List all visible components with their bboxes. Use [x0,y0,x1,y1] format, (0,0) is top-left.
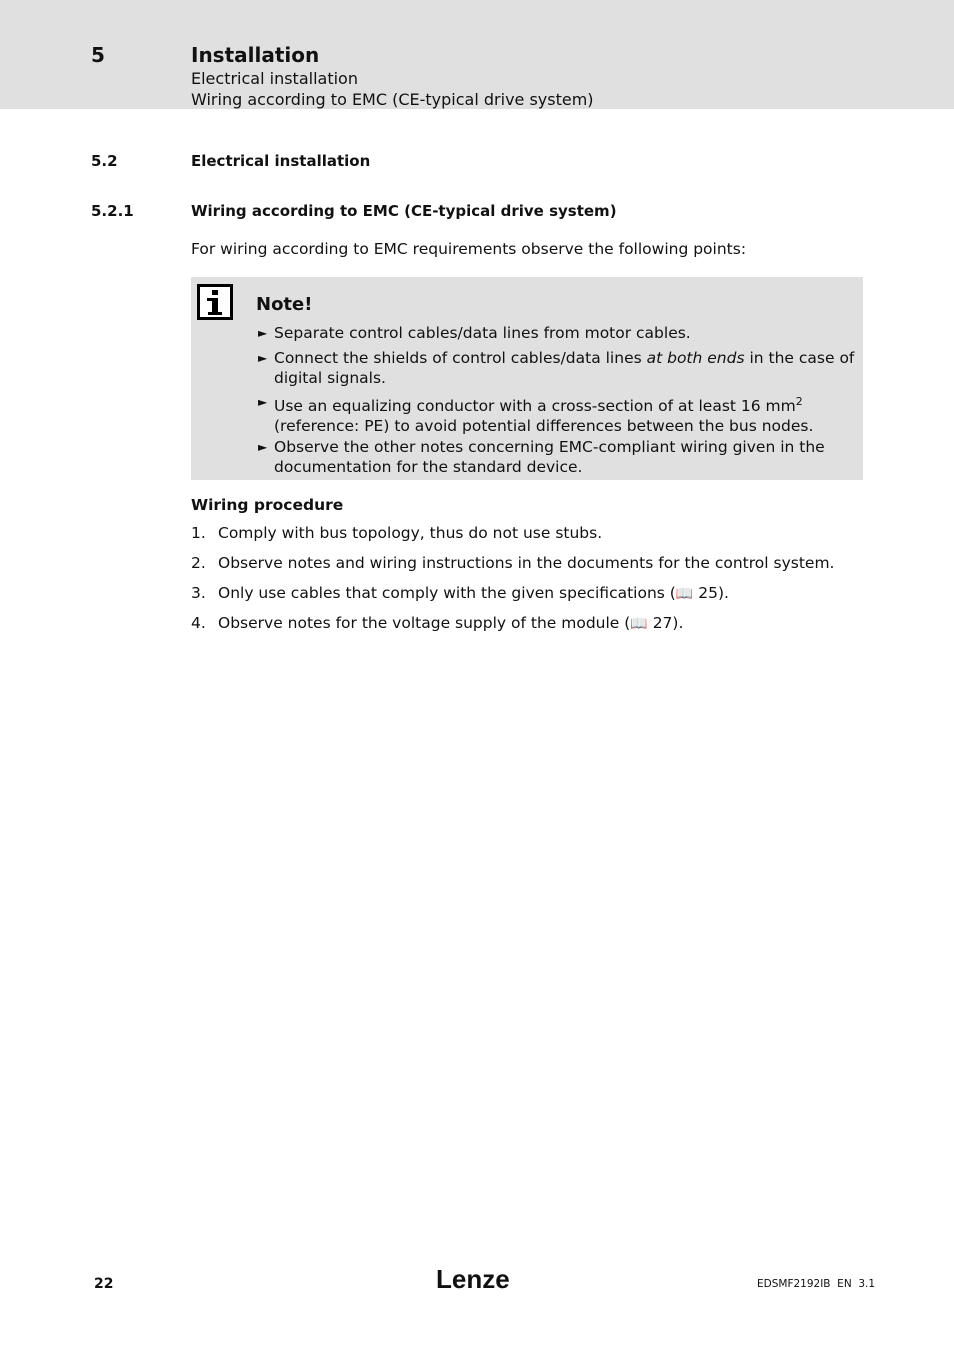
chapter-subtitle: Electrical installation [191,69,358,88]
bullet-icon: ► [258,440,268,454]
info-icon [197,284,233,320]
step-text-end: ). [717,584,729,602]
section-title: Electrical installation [191,152,371,170]
page-number: 22 [94,1276,114,1292]
procedure-step [191,553,851,573]
note-item-text-end: in the case of digital signals. [274,349,855,387]
step-number: 4. [191,614,206,632]
document-id: EDSMF2192IB EN 3.1 [757,1278,876,1290]
page-reference[interactable]: 27 [652,614,673,632]
note-item-text: Use an equalizing conductor with a cross-section of at least 16 mm [274,397,796,416]
step-text-end: ). [672,614,684,632]
note-item [258,437,858,477]
note-item [258,392,858,436]
step-number: 3. [191,584,206,602]
bullet-icon: ► [258,395,268,409]
chapter-title: Installation [191,43,320,67]
procedure-step [191,613,851,634]
note-item [258,348,858,388]
procedure-step [191,583,851,604]
book-icon: 📖 [675,586,694,602]
svg-text:Lenze: Lenze [436,1264,510,1294]
step-text: Comply with bus topology, thus do not use stubs. [218,524,603,542]
note-item-text: Separate control cables/data lines from motor cables. [274,324,691,342]
subsection-number: 5.2.1 [91,202,134,220]
procedure-title: Wiring procedure [191,496,344,514]
step-number: 2. [191,554,206,572]
note-item-text-end: (reference: PE) to avoid potential differences between the bus nodes. [274,417,814,436]
chapter-number: 5 [91,43,105,67]
section-number: 5.2 [91,152,118,170]
note-box [191,277,863,480]
superscript: 2 [795,395,803,408]
note-item-text: Observe the other notes concerning EMC-compliant wiring given in the documentation for the standard device. [274,438,825,476]
note-item-text: Connect the shields of control cables/data lines [274,349,647,367]
lenze-logo [436,1263,516,1295]
bullet-icon: ► [258,351,268,365]
bullet-icon: ► [258,326,268,340]
step-text: Only use cables that comply with the given specifications ( [218,584,676,602]
intro-paragraph: For wiring according to EMC requirements observe the following points: [191,240,747,258]
step-text: Observe notes and wiring instructions in the documents for the control system. [218,554,835,572]
note-item-emphasis: at both ends [646,349,745,367]
book-icon: 📖 [630,616,648,632]
note-item [258,323,858,343]
page-reference[interactable]: 25 [698,584,718,602]
step-number: 1. [191,524,206,542]
note-title: Note! [256,294,313,315]
step-text: Observe notes for the voltage supply of the module ( [218,614,631,632]
procedure-step [191,523,851,543]
chapter-subtitle-2: Wiring according to EMC (CE-typical drive system) [191,90,594,109]
subsection-title: Wiring according to EMC (CE-typical drive system) [191,202,617,220]
